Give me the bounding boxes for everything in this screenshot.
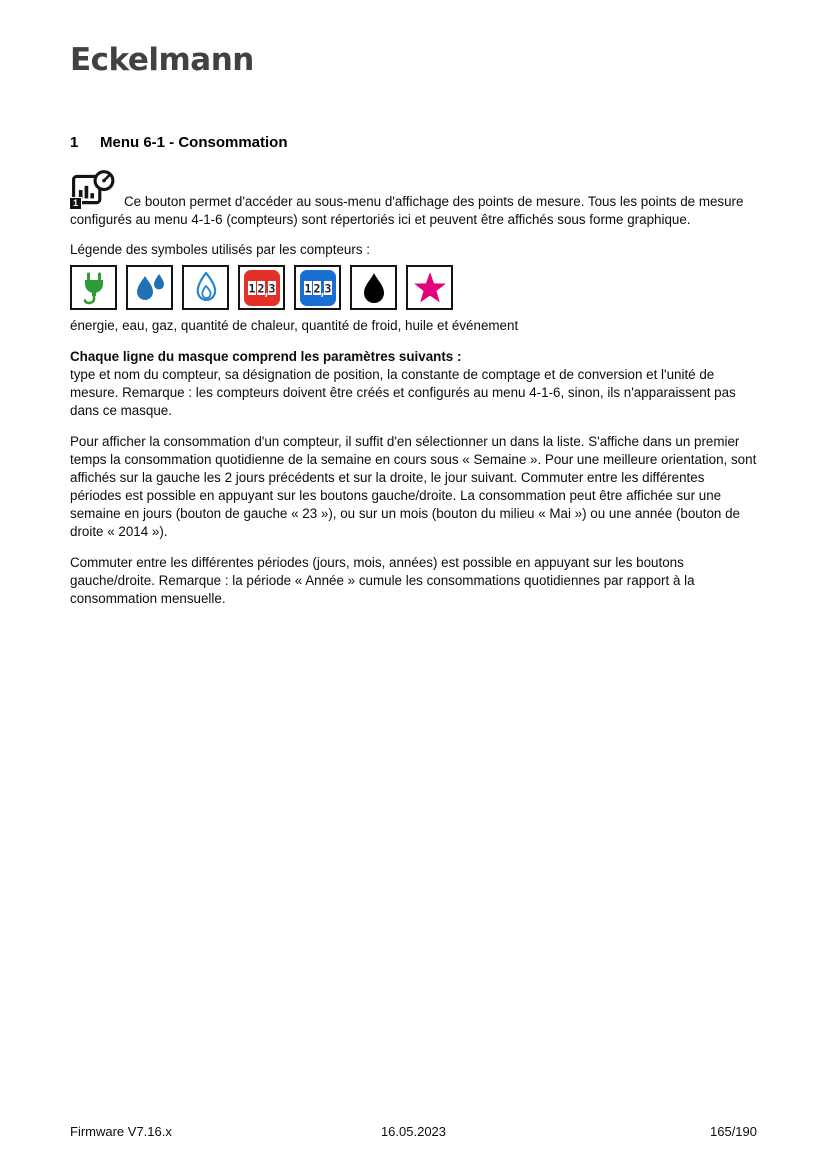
cold-counter-digit-1: 1 (304, 281, 311, 295)
heat-counter-icon (242, 268, 282, 308)
consumption-menu-icon (70, 167, 117, 211)
heat-counter-digit-2: 2 (257, 281, 264, 295)
legend-box-cold (294, 265, 341, 310)
oil-drop-icon (356, 270, 392, 306)
periods-paragraph: Commuter entre les différentes périodes (jours, mois, années) est possible en appuyant sur les boutons gauche/droite. Remarque : la période « Année » cumule les consommations quotidiennes par rapport à la consommation mensuelle. (70, 555, 695, 606)
parameters-section (70, 348, 757, 420)
cold-counter-icon (298, 268, 338, 308)
legend-caption: énergie, eau, gaz, quantité de chaleur, quantité de froid, huile et événement (70, 318, 519, 333)
legend-box-heat (238, 265, 285, 310)
intro-paragraph (70, 167, 757, 229)
legend-box-gas (182, 265, 229, 310)
menu-icon-badge: 1 (69, 197, 82, 210)
intro-text: Ce bouton permet d'accéder au sous-menu d'affichage des points de mesure. Tous les points de mesure configurés au menu 4-1-6 (compteurs) sont répertoriés ici et peuvent être affichés sous forme graphique. (70, 194, 744, 227)
legend-label: Légende des symboles utilisés par les compteurs : (70, 242, 370, 257)
legend-icon-row (70, 265, 757, 310)
cold-counter-digit-3: 3 (324, 281, 331, 295)
legend-box-oil (350, 265, 397, 310)
event-star-icon (411, 269, 449, 307)
heading-number: 1 (70, 134, 79, 151)
parameters-title: Chaque ligne du masque comprend les paramètres suivants : (70, 349, 462, 364)
legend-box-energy (70, 265, 117, 310)
legend-box-event (406, 265, 453, 310)
heat-counter-digit-1: 1 (248, 281, 255, 295)
gas-flame-icon (188, 270, 224, 306)
week-view-paragraph: Pour afficher la consommation d'un compteur, il suffit d'en sélectionner un dans la liste. S'affiche dans un premier temps la consommation quotidienne de la semaine en cours sous « Semaine ». Pour une meilleure orientation, sont affichés sur la gauche les 2 jours précédents et sur la droite, le jour suivant. Commuter entre les différentes périodes est possible en appuyant sur les boutons gauche/droite. La consommation peut être affichée sur une semaine en jours (bouton de gauche « 23 »), ou sur un mois (bouton du milieu « Mai ») ou une année (bouton de droite « 2014 »). (70, 434, 757, 539)
parameters-body: type et nom du compteur, sa désignation de position, la constante de comptage et de conversion et l'unité de mesure. Remarque : les compteurs doivent être créés et configurés au menu 4-1-6, sinon, ils n'apparaissent pas dans ce masque. (70, 367, 736, 418)
heat-counter-comma: , (262, 284, 270, 298)
footer-page-number: 165/190 (710, 1124, 757, 1139)
heading-title: Menu 6-1 - Consommation (100, 134, 288, 151)
energy-plug-icon (76, 270, 112, 306)
eckelmann-logo: Eckelmann (70, 42, 254, 78)
page-footer (70, 1124, 757, 1139)
legend-box-water (126, 265, 173, 310)
footer-firmware-version: Firmware V7.16.x (70, 1124, 172, 1139)
cold-counter-comma: , (318, 284, 326, 298)
heat-counter-digit-3: 3 (268, 281, 275, 295)
water-drops-icon (132, 270, 168, 306)
section-heading (70, 134, 757, 151)
cold-counter-digit-2: 2 (313, 281, 320, 295)
footer-date: 16.05.2023 (380, 1124, 447, 1139)
